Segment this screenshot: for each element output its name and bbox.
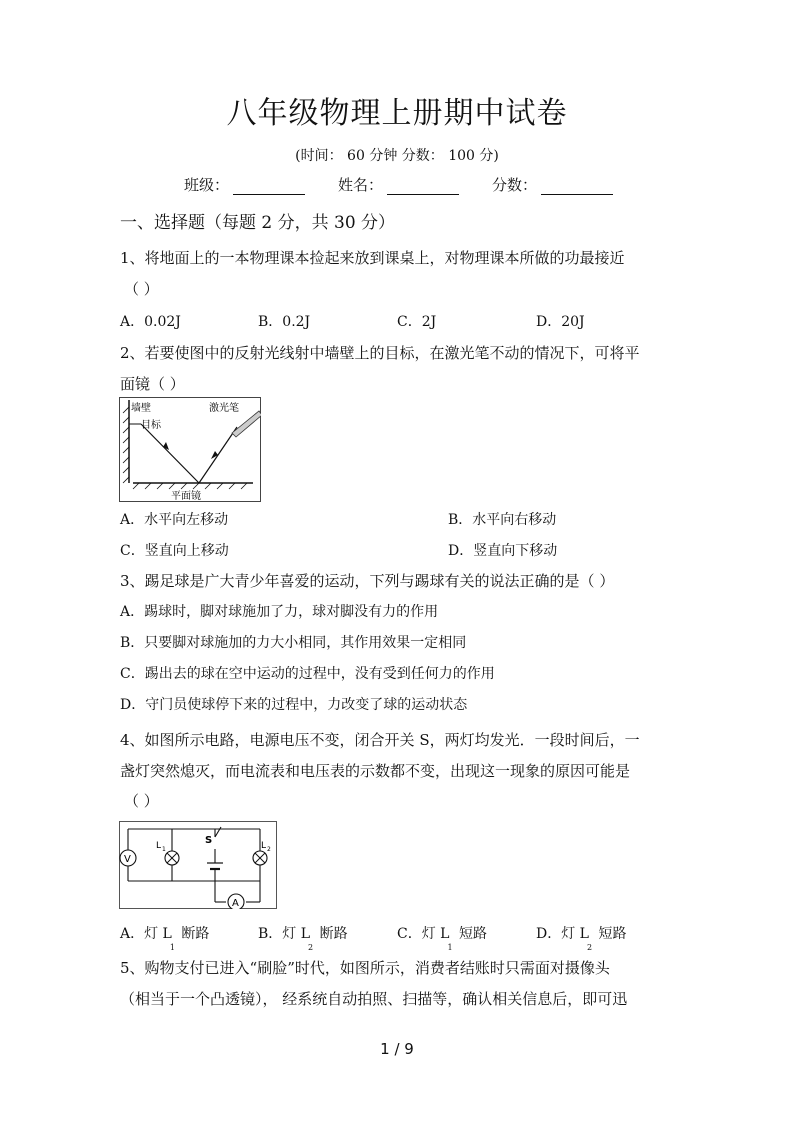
name-field xyxy=(338,174,459,195)
q1-option-b[interactable]: B．0.2J xyxy=(258,314,311,330)
fig-mirror-label: 平面镜 xyxy=(171,491,201,502)
fig-lamp1-label: L xyxy=(156,841,162,851)
q1-stem: 1、将地面上的一本物理课本捡起来放到课桌上，对物理课本所做的功最接近 xyxy=(120,249,625,267)
q2-option-d[interactable]: D．竖直向下移动 xyxy=(448,543,558,559)
q4-option-c-sub: 1 xyxy=(447,943,453,952)
q4-option-b-tail: 断路 xyxy=(319,926,348,942)
page-number: 1 / 9 xyxy=(380,1040,414,1058)
circuit-diagram xyxy=(119,821,277,909)
page-title: 八年级物理上册期中试卷 xyxy=(226,96,568,131)
q4-option-d[interactable] xyxy=(536,923,627,952)
q4-option-b[interactable] xyxy=(258,923,348,952)
q1-option-c[interactable]: C．2J xyxy=(397,314,437,330)
q1-paren: （ ） xyxy=(124,280,159,298)
q3-stem: 3、踢足球是广大青少年喜爱的运动，下列与踢球有关的说法正确的是（ ） xyxy=(120,572,615,590)
q4-option-a[interactable] xyxy=(120,923,210,952)
exam-meta: (时间： 60 分钟 分数： 100 分) xyxy=(295,148,499,164)
fig-lamp2-label: L xyxy=(261,841,267,851)
q1-option-a[interactable]: A．0.02J xyxy=(120,314,181,330)
q4-stem-line2: 盏灯突然熄灭，而电流表和电压表的示数都不变，出现这一现象的原因可能是 xyxy=(120,762,631,780)
q2-option-a[interactable]: A．水平向左移动 xyxy=(120,512,229,528)
q3-option-a[interactable]: A．踢球时，脚对球施加了力，球对脚没有力的作用 xyxy=(120,604,439,620)
q5-stem-line2: （相当于一个凸透镜）， 经系统自动拍照、扫描等，确认相关信息后，即可迅 xyxy=(120,990,628,1008)
score-blank[interactable] xyxy=(541,178,613,195)
q2-option-b[interactable]: B．水平向右移动 xyxy=(448,512,557,528)
class-field xyxy=(184,174,305,195)
laser-pen-icon xyxy=(232,411,261,437)
q5-stem-line1: 5、购物支付已进入“刷脸”时代，如图所示，消费者结账时只需面对摄像头 xyxy=(120,959,610,977)
fig-voltmeter-label: V xyxy=(124,854,131,865)
q4-option-d-tail: 短路 xyxy=(598,926,627,942)
q2-option-c[interactable]: C．竖直向上移动 xyxy=(120,543,229,559)
fig-target-label: 目标 xyxy=(141,420,161,431)
q2-figure xyxy=(119,397,261,502)
fig-ammeter-label: A xyxy=(232,898,239,909)
q4-paren: （ ） xyxy=(124,792,159,810)
mirror-diagram xyxy=(119,397,261,502)
q4-option-a-sub: 1 xyxy=(169,943,175,952)
q4-option-a-text: A．灯 L xyxy=(120,926,172,942)
score-field xyxy=(492,174,613,195)
fig-lamp1-sub: 1 xyxy=(162,846,166,853)
q4-option-b-sub: 2 xyxy=(308,943,314,952)
name-blank[interactable] xyxy=(387,178,459,195)
q4-option-c-text: C．灯 L xyxy=(397,926,450,942)
q2-stem-line1: 2、若要使图中的反射光线射中墙壁上的目标，在激光笔不动的情况下，可将平 xyxy=(120,344,640,362)
q4-figure xyxy=(119,821,277,909)
q1-option-d[interactable]: D．20J xyxy=(536,314,585,330)
fig-wall-label: 墙壁 xyxy=(131,403,151,414)
q4-stem-line1: 4、如图所示电路，电源电压不变，闭合开关 S，两灯均发光．一段时间后，一 xyxy=(120,731,640,749)
q4-option-d-text: D．灯 L xyxy=(536,926,589,942)
class-label: 班级： xyxy=(184,176,230,194)
q3-option-c[interactable]: C．踢出去的球在空中运动的过程中，没有受到任何力的作用 xyxy=(120,666,495,682)
q4-option-c-tail: 短路 xyxy=(459,926,488,942)
section-heading: 一、选择题（每题 2 分，共 30 分） xyxy=(120,213,396,233)
name-label: 姓名： xyxy=(338,176,384,194)
q4-option-d-sub: 2 xyxy=(586,943,593,952)
fig-switch-label: S xyxy=(205,835,213,846)
q3-option-b[interactable]: B．只要脚对球施加的力大小相同，其作用效果一定相同 xyxy=(120,635,467,651)
class-blank[interactable] xyxy=(233,178,305,195)
q4-option-c[interactable] xyxy=(397,923,488,952)
q4-option-b-text: B．灯 L xyxy=(258,926,311,942)
q4-option-a-tail: 断路 xyxy=(181,926,210,942)
q3-option-d[interactable]: D．守门员使球停下来的过程中，力改变了球的运动状态 xyxy=(120,697,468,713)
score-label: 分数： xyxy=(492,176,538,194)
fig-lamp2-sub: 2 xyxy=(267,846,271,853)
fig-laser-label: 激光笔 xyxy=(209,403,239,414)
q2-stem-line2: 面镜（ ） xyxy=(120,375,185,393)
